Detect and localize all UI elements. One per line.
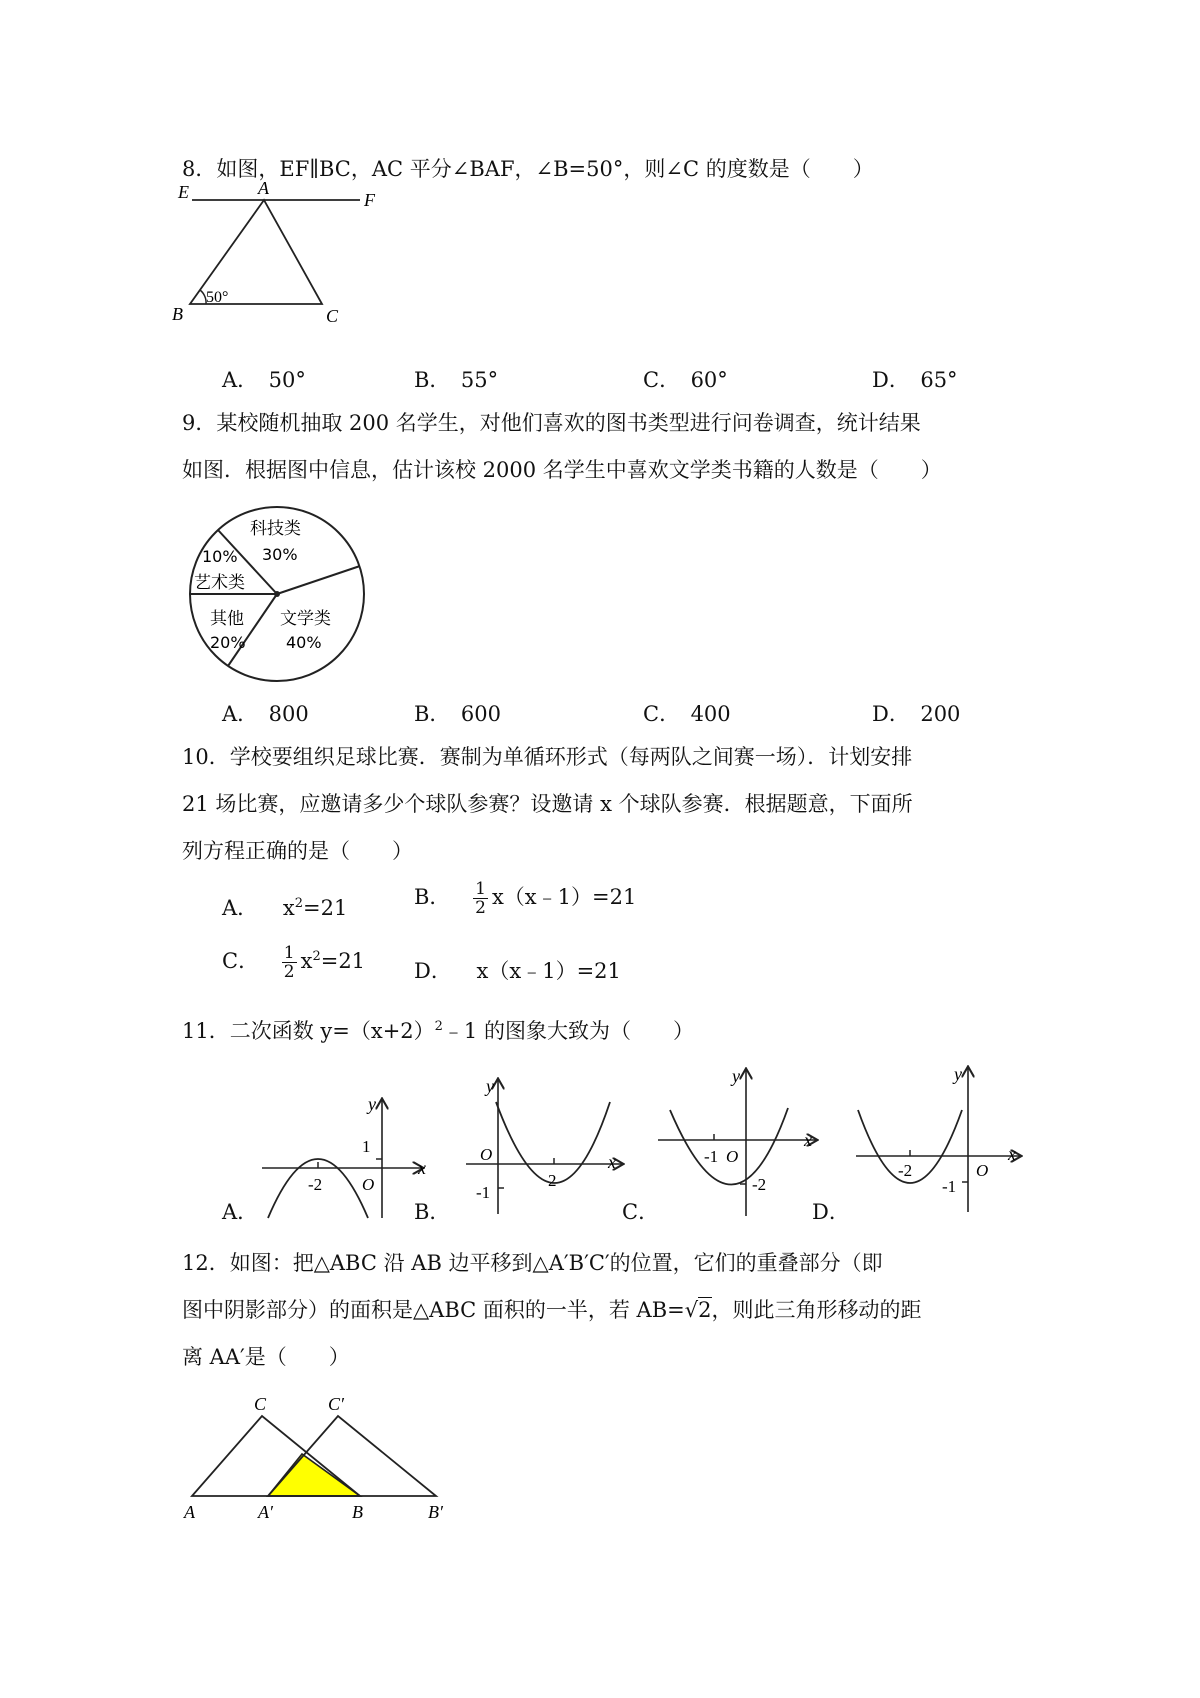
option-base: x bbox=[282, 896, 295, 920]
label-a: A bbox=[184, 1502, 195, 1522]
q10-option-c[interactable] bbox=[222, 944, 365, 981]
option-label: C． bbox=[222, 949, 260, 973]
option-base: x bbox=[300, 949, 313, 973]
q9-option-b[interactable]: B． 600 bbox=[414, 702, 502, 726]
label-y: y bbox=[486, 1076, 494, 1096]
label-t2: -2 bbox=[752, 1175, 767, 1194]
label-o: O bbox=[362, 1175, 375, 1194]
q9-pie-chart bbox=[180, 502, 380, 690]
q11-option-c-label[interactable]: C． bbox=[622, 1200, 660, 1224]
q11-option-a-label[interactable]: A． bbox=[222, 1200, 259, 1224]
q12-figure bbox=[172, 1388, 462, 1528]
label-t1: -2 bbox=[898, 1161, 913, 1180]
pie-divider-2 bbox=[277, 566, 360, 594]
label-b: B bbox=[172, 304, 183, 324]
label-y: y bbox=[732, 1066, 740, 1086]
option-label: A． bbox=[222, 896, 259, 920]
q9-option-a[interactable]: A． 800 bbox=[222, 702, 309, 726]
label-c: C bbox=[326, 306, 339, 326]
label-t1: -1 bbox=[704, 1147, 719, 1166]
option-label: D． bbox=[414, 959, 452, 983]
pie-label-lit: 文学类 bbox=[280, 609, 331, 629]
sqrt-radicand: 2 bbox=[698, 1298, 712, 1322]
q9-stem-line1: 9．某校随机抽取 200 名学生，对他们喜欢的图书类型进行问卷调查，统计结果 bbox=[182, 411, 921, 435]
label-o: O bbox=[976, 1161, 989, 1180]
label-c: C bbox=[254, 1394, 267, 1414]
pie-label-sci: 科技类 bbox=[250, 519, 301, 539]
q11-option-b-label[interactable]: B． bbox=[414, 1200, 451, 1224]
q10-stem-line1: 10．学校要组织足球比赛．赛制为单循环形式（每两队之间赛一场）．计划安排 bbox=[182, 745, 913, 769]
q11-stem: 11．二次函数 $y=(x+2)^2﹣1$ 的图象大致为（ ） bbox=[182, 1019, 694, 1043]
label-x: x bbox=[1008, 1144, 1016, 1164]
pie-label-other: 其他 bbox=[210, 609, 244, 629]
q9-stem-line2: 如图．根据图中信息，估计该校 2000 名学生中喜欢文学类书籍的人数是（ ） bbox=[182, 458, 942, 482]
label-t2: -1 bbox=[942, 1177, 957, 1196]
label-t1: 1 bbox=[362, 1137, 371, 1156]
q8-stem: 8．如图，EF∥BC，AC 平分∠BAF，∠B=50°，则∠C 的度数是（ ） bbox=[182, 157, 874, 181]
label-x: x bbox=[608, 1152, 616, 1172]
q12-stem-line2: 图中阴影部分）的面积是△ABC 面积的一半，若 AB=√2，则此三角形移动的距 bbox=[182, 1298, 922, 1322]
q9-option-d[interactable]: D． 200 bbox=[872, 702, 961, 726]
pie-pct-art: 10% bbox=[202, 547, 238, 566]
q8-figure bbox=[170, 182, 410, 332]
option-rest: x（x﹣1）=21 bbox=[491, 885, 637, 909]
label-a-prime: A′ bbox=[258, 1502, 273, 1522]
fraction-half: $\frac{1}{2}$ bbox=[283, 943, 295, 982]
label-t2: 2 bbox=[548, 1171, 557, 1190]
label-f: F bbox=[364, 190, 375, 210]
q10-stem-line3: 列方程正确的是（ ） bbox=[182, 839, 413, 863]
q10-option-a[interactable] bbox=[222, 892, 347, 922]
label-x: x bbox=[804, 1130, 812, 1150]
pie-pct-sci: 30% bbox=[262, 545, 298, 564]
pie-pct-other: 20% bbox=[210, 633, 246, 652]
q10-option-d[interactable] bbox=[414, 955, 621, 985]
shaded-overlap bbox=[268, 1454, 360, 1496]
option-rest: x（x﹣1）=21 bbox=[476, 959, 621, 983]
q8-option-d[interactable]: D． 65° bbox=[872, 368, 958, 392]
label-angle-50: 50° bbox=[206, 289, 229, 306]
q11-graph-d[interactable] bbox=[848, 1056, 1028, 1216]
q11-graph-c[interactable] bbox=[652, 1060, 822, 1220]
label-b: B bbox=[352, 1502, 363, 1522]
q12-stem-line3: 离 AA′是（ ） bbox=[182, 1345, 350, 1369]
q10-option-b[interactable] bbox=[414, 880, 636, 917]
option-rest: =21 bbox=[320, 949, 366, 973]
option-label: B． bbox=[414, 885, 451, 909]
pie-divider-3 bbox=[228, 594, 277, 666]
q12-stem-line1: 12．如图：把△ABC 沿 AB 边平移到△A′B′C′的位置，它们的重叠部分（即 bbox=[182, 1251, 883, 1275]
option-exp: 2 bbox=[312, 949, 321, 964]
label-x: x bbox=[418, 1158, 426, 1178]
label-t1: -1 bbox=[476, 1183, 491, 1202]
label-b-prime: B′ bbox=[428, 1502, 443, 1522]
option-exp: 2 bbox=[294, 896, 303, 911]
label-y: y bbox=[368, 1094, 376, 1114]
label-y: y bbox=[954, 1064, 962, 1084]
label-e: E bbox=[178, 182, 189, 202]
fraction-half: $\frac{1}{2}$ bbox=[475, 879, 486, 918]
label-a: A bbox=[258, 182, 269, 198]
q9-option-c[interactable]: C． 400 bbox=[643, 702, 731, 726]
q8-option-a[interactable]: A． 50° bbox=[222, 368, 306, 392]
q11-graph-b[interactable] bbox=[458, 1068, 628, 1218]
label-c-prime: C′ bbox=[328, 1394, 344, 1414]
pie-pct-lit: 40% bbox=[286, 633, 322, 652]
label-o: O bbox=[726, 1147, 739, 1166]
q8-option-b[interactable]: B． 55° bbox=[414, 368, 499, 392]
q8-option-c[interactable]: C． 60° bbox=[643, 368, 728, 392]
sqrt-sign: √ bbox=[684, 1298, 699, 1322]
pie-label-art: 艺术类 bbox=[194, 573, 245, 593]
option-rest: =21 bbox=[302, 896, 348, 920]
q11-option-d-label[interactable]: D． bbox=[812, 1200, 850, 1224]
label-o: O bbox=[480, 1145, 493, 1164]
pie-center bbox=[274, 591, 280, 597]
q10-stem-line2: 21 场比赛，应邀请多少个球队参赛？设邀请 x 个球队参赛．根据题意，下面所 bbox=[182, 792, 913, 816]
label-t2: -2 bbox=[308, 1175, 323, 1194]
